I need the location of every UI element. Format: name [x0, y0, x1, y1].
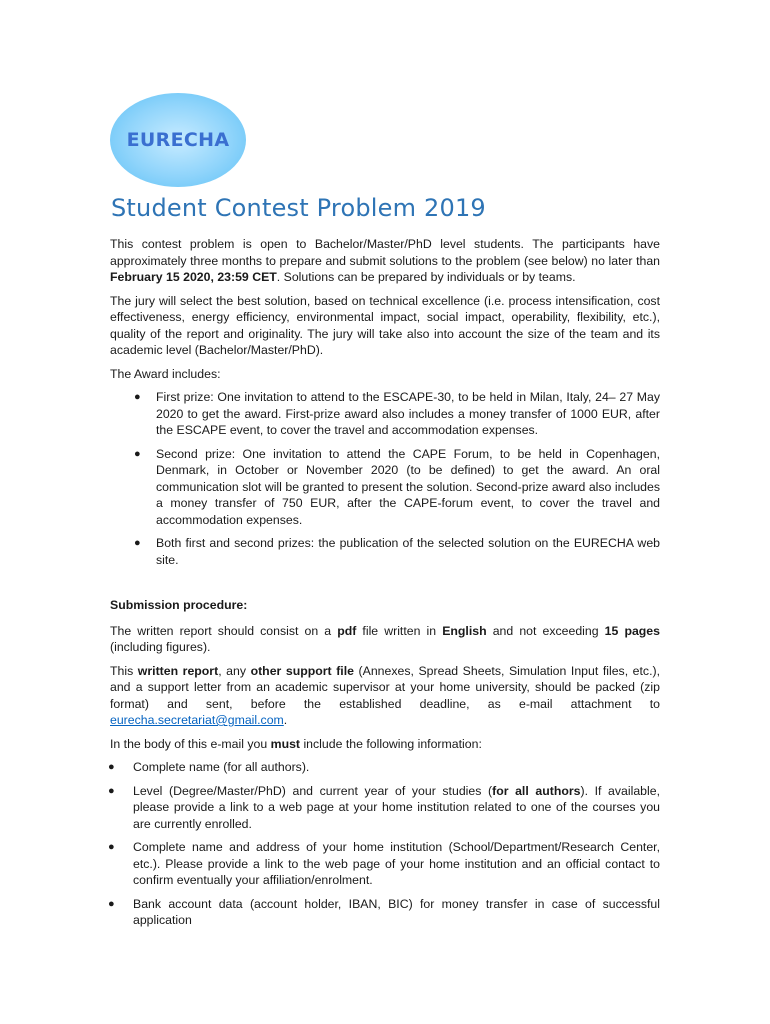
bullet-icon: ●	[134, 391, 141, 403]
bullet-icon: ●	[134, 447, 141, 460]
bullet-icon: ●	[108, 761, 115, 773]
requirement-text: ). If available, please provide a link to a web page at your home institution related to one of the courses you are currently enrolled.	[133, 783, 661, 831]
text-bold: written report	[137, 663, 219, 678]
list-item	[108, 896, 660, 929]
deadline: February 15 2020, 23:59 CET	[110, 270, 277, 284]
text: The written report should consist on a	[110, 623, 338, 638]
page-title: Student Contest Problem 2019	[111, 194, 486, 222]
list-item	[108, 783, 660, 833]
requirement-text: Complete name and address of your home institution (School/Department/Research Center, etc.). Please provide a link to the web page of your home institution and an official contact to confirm eventually your affiliation/enrolment.	[133, 840, 660, 887]
text: file written in	[356, 623, 443, 638]
eurecha-logo	[110, 93, 246, 187]
text: In the body of this e-mail you	[110, 736, 271, 751]
text: .	[283, 713, 288, 727]
award-text: First prize: One invitation to attend to the ESCAPE-30, to be held in Milan, Italy, 24– 27 May 2020 to get the award. First-prize award also includes a money transfer of 1000 EUR, after the ESCAPE event, to cover the travel and accommodation expenses.	[156, 390, 660, 437]
text-bold: pdf	[337, 623, 357, 638]
text-bold: English	[442, 623, 487, 638]
submission-paragraph-1	[110, 623, 660, 656]
bullet-icon: ●	[134, 537, 141, 549]
text-bold: for all authors	[492, 783, 581, 798]
award-text: Second prize: One invitation to attend the CAPE Forum, to be held in Copenhagen, Denmark, in October or November 2020 (to be defined) to get the award. An oral communication slot will be granted to present the solution. Second-prize award also includes a money transfer of 750 EUR, after the CAPE-forum event, to cover the travel and accommodation expenses.	[156, 446, 660, 527]
text: , any	[218, 663, 251, 678]
logo-text: EURECHA	[126, 129, 230, 151]
award-text: Both first and second prizes: the publication of the selected solution on the EURECHA web site.	[156, 536, 660, 567]
submission-paragraph-3	[110, 736, 660, 753]
text-bold: 15 pages	[604, 623, 660, 638]
list-item	[108, 839, 660, 889]
submission-paragraph-2	[110, 663, 660, 729]
email-link[interactable]: eurecha.secretariat@gmail.com	[110, 713, 284, 727]
text-bold: must	[270, 736, 301, 751]
list-item	[110, 535, 660, 568]
list-item	[110, 389, 660, 439]
submission-heading: Submission procedure:	[110, 598, 248, 612]
document-body	[110, 236, 660, 936]
text: include the following information:	[300, 736, 482, 751]
text: (including figures).	[110, 640, 211, 654]
intro-text: . Solutions can be prepared by individuals or by teams.	[276, 270, 576, 284]
intro-text: This contest problem is open to Bachelor/Master/PhD level students. The participants have approximately three months to prepare and submit solutions to the problem (see below) no later than	[110, 237, 660, 268]
bullet-icon: ●	[108, 841, 115, 853]
intro-paragraph-1	[110, 236, 660, 286]
text: This	[110, 663, 138, 678]
awards-list	[110, 389, 660, 568]
bullet-icon: ●	[108, 784, 115, 797]
requirements-list	[108, 759, 660, 929]
bullet-icon: ●	[108, 897, 115, 910]
text: and not exceeding	[486, 623, 605, 638]
intro-paragraph-2: The jury will select the best solution, based on technical excellence (i.e. process intensification, cost effectiveness, energy efficiency, environmental impact, social impact, operability, flexibility, etc.), quality of the report and originality. The jury will take also into account the size of the team and its academic level (Bachelor/Master/PhD).	[110, 293, 660, 357]
requirement-text: Level (Degree/Master/PhD) and current year of your studies (	[133, 783, 493, 798]
text-bold: other support file	[250, 663, 354, 678]
intro-paragraph-3: The Award includes:	[110, 366, 221, 381]
requirement-text: Bank account data (account holder, IBAN, BIC) for money transfer in case of successful application	[133, 896, 660, 927]
requirement-text: Complete name (for all authors).	[133, 760, 310, 774]
list-item	[108, 759, 660, 776]
text: (Annexes, Spread Sheets, Simulation Input files, etc.), and a support letter from an academic supervisor at your home university, should be packed (zip format) and sent, before the established deadline, as e-mail attachment to	[110, 663, 661, 711]
list-item	[110, 446, 660, 529]
